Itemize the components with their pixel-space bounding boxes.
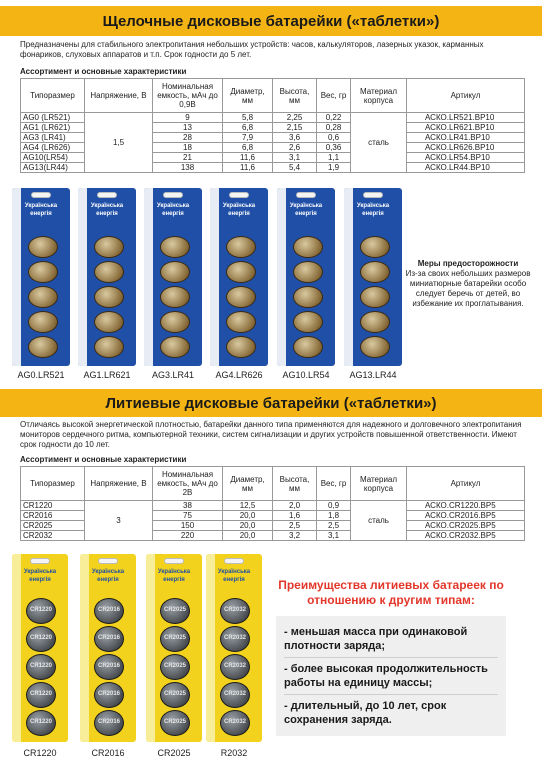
cell-size: AG13(LR44) [21,163,85,173]
cell-article: АСКО.LR41.BP10 [407,133,525,143]
lithium-subheading: Ассортимент и основные характеристики [20,455,187,464]
lithium-advantages [276,578,506,736]
brand-logo: Українська енергія [222,203,256,217]
coin-label: CR1220 [29,607,52,613]
cell-height: 2,25 [273,113,317,123]
cell-capacity: 9 [153,113,223,123]
cell-weight: 1,9 [317,163,351,173]
battery-card [80,554,136,742]
coin-label: CR2025 [163,719,186,725]
battery-card [277,188,335,366]
card-label: AG10.LR54 [282,370,330,380]
battery-coin [293,286,323,308]
battery-coin [28,311,58,333]
cell-weight: 0,9 [317,501,351,511]
lithium-description: Отличаясь высокой энергетической плотностью, батарейки данного типа применяются для надежного и долговечного электропитания мониторов сердечного ритма, компьютерной техники, систем сигнализации и других устройств повышенной ответственности. Имеют срок годности до 10 лет. [20,420,522,449]
cell-capacity: 150 [153,521,223,531]
battery-coin [160,710,190,736]
coin-label: CR2016 [97,691,120,697]
cell-article: АСКО.CR1220.BP5 [407,501,525,511]
coin-label: CR1220 [29,691,52,697]
card-label: AG3.LR41 [151,370,195,380]
table-header: Вес, гр [317,79,351,113]
battery-coin [226,336,256,358]
cell-weight: 0,28 [317,123,351,133]
hang-hole [30,558,50,564]
brand-logo: Українська енергія [289,203,323,217]
battery-coin [360,286,390,308]
precaution-note [398,259,538,309]
battery-coin [220,710,250,736]
battery-coin [28,236,58,258]
table-header: Напряжение, В [85,79,153,113]
battery-coin [160,311,190,333]
coin-label: CR2025 [163,691,186,697]
cell-weight: 0,36 [317,143,351,153]
battery-coin [26,710,56,736]
battery-coin [94,336,124,358]
table-header: Диаметр, мм [223,79,273,113]
coin-label: CR2032 [223,691,246,697]
cell-diameter: 6,8 [223,123,273,133]
cell-size: AG4 (LR626) [21,143,85,153]
table-header: Высота, мм [273,467,317,501]
cell-capacity: 138 [153,163,223,173]
battery-coin [94,311,124,333]
cell-capacity: 38 [153,501,223,511]
battery-coin [220,682,250,708]
cell-diameter: 20,0 [223,531,273,541]
coin-label: CR2016 [97,607,120,613]
cell-article: АСКО.CR2025.BP5 [407,521,525,531]
coin-label: CR2016 [97,719,120,725]
card-label: AG1.LR621 [83,370,131,380]
cell-height: 2,0 [273,501,317,511]
cell-diameter: 6,8 [223,143,273,153]
coin-label: CR2016 [97,635,120,641]
battery-coin [26,654,56,680]
alkaline-spec-table [20,78,525,173]
battery-coin [94,682,124,708]
hang-hole [163,192,183,198]
cell-capacity: 220 [153,531,223,541]
table-header: Номинальная емкость, мАч до 0,9В [153,79,223,113]
battery-coin [293,261,323,283]
battery-coin [160,654,190,680]
advantages-list [276,616,506,736]
cell-size: AG0 (LR521) [21,113,85,123]
table-header: Номинальная емкость, мАч до 2В [153,467,223,501]
cell-weight: 0,22 [317,113,351,123]
brand-logo: Українська енергія [91,569,125,583]
hang-hole [229,192,249,198]
table-row [21,113,525,123]
brand-logo: Українська енергія [157,569,191,583]
coin-label: CR2032 [223,607,246,613]
hang-hole [31,192,51,198]
brand-logo: Українська енергія [24,203,58,217]
cell-weight: 1,8 [317,511,351,521]
battery-card [206,554,262,742]
cell-diameter: 12,5 [223,501,273,511]
battery-coin [293,236,323,258]
cell-weight: 2,5 [317,521,351,531]
coin-label: CR2032 [223,719,246,725]
cell-size: CR2025 [21,521,85,531]
battery-coin [220,626,250,652]
battery-coin [26,682,56,708]
cell-capacity: 28 [153,133,223,143]
battery-coin [226,311,256,333]
battery-coin [220,654,250,680]
table-header: Артикул [407,467,525,501]
battery-coin [160,261,190,283]
cell-height: 2,5 [273,521,317,531]
battery-coin [220,598,250,624]
coin-label: CR1220 [29,635,52,641]
cell-size: AG10(LR54) [21,153,85,163]
battery-coin [94,286,124,308]
battery-coin [94,654,124,680]
hang-hole [98,558,118,564]
cell-size: CR1220 [21,501,85,511]
cell-weight: 1,1 [317,153,351,163]
cell-weight: 3,1 [317,531,351,541]
advantages-title: Преимущества литиевых батареек по отношению к другим типам: [278,578,504,607]
brand-logo: Українська енергія [156,203,190,217]
cell-size: CR2016 [21,511,85,521]
cell-height: 3,6 [273,133,317,143]
cell-diameter: 11,6 [223,163,273,173]
cell-voltage: 1,5 [85,113,153,173]
battery-coin [28,261,58,283]
battery-coin [226,261,256,283]
brand-logo: Українська енергія [90,203,124,217]
coin-label: CR2032 [223,663,246,669]
table-row [21,501,525,511]
coin-label: CR2025 [163,607,186,613]
table-header: Материал корпуса [351,79,407,113]
cell-material: сталь [351,501,407,541]
battery-coin [94,598,124,624]
battery-coin [26,626,56,652]
card-label: CR1220 [23,748,57,758]
cell-article: АСКО.CR2016.BP5 [407,511,525,521]
brand-logo: Українська енергія [217,569,251,583]
brand-logo: Українська енергія [356,203,390,217]
cell-diameter: 7,9 [223,133,273,143]
battery-coin [160,598,190,624]
coin-label: CR2016 [97,663,120,669]
cell-height: 2,6 [273,143,317,153]
coin-label: CR1220 [29,719,52,725]
battery-coin [94,261,124,283]
battery-coin [28,336,58,358]
table-header: Напряжение, В [85,467,153,501]
cell-capacity: 75 [153,511,223,521]
table-header: Типоразмер [21,79,85,113]
cell-article: АСКО.LR54.BP10 [407,153,525,163]
cell-article: АСКО.LR44.BP10 [407,163,525,173]
cell-article: АСКО.LR521.BP10 [407,113,525,123]
cell-size: CR2032 [21,531,85,541]
alkaline-description: Предназначены для стабильного электропитания небольших устройств: часов, калькуляторов, лазерных указок, карманных фонариков, слуховых аппаратов и т.п. Срок годности до 5 лет. [20,40,484,59]
section-banner-alkaline [0,6,542,36]
table-header: Артикул [407,79,525,113]
advantage-item: - более высокая продолжительность работы на единицу массы; [284,657,498,694]
battery-coin [94,710,124,736]
cell-size: AG3 (LR41) [21,133,85,143]
coin-label: CR1220 [29,663,52,669]
hang-hole [363,192,383,198]
battery-card [344,188,402,366]
section-banner-lithium [0,389,542,417]
battery-coin [160,236,190,258]
card-label: AG0.LR521 [17,370,65,380]
alkaline-subheading: Ассортимент и основные характеристики [20,67,187,76]
battery-coin [94,236,124,258]
table-header: Высота, мм [273,79,317,113]
cell-height: 2,15 [273,123,317,133]
table-header: Типоразмер [21,467,85,501]
battery-coin [360,261,390,283]
cell-height: 3,1 [273,153,317,163]
battery-card [12,554,68,742]
cell-size: AG1 (LR621) [21,123,85,133]
advantage-item: - меньшая масса при одинаковой плотности заряда; [284,626,468,652]
coin-label: CR2025 [163,663,186,669]
card-label: AG4.LR626 [215,370,263,380]
hang-hole [97,192,117,198]
hang-hole [224,558,244,564]
battery-card [146,554,202,742]
cell-height: 3,2 [273,531,317,541]
card-label: CR2016 [91,748,125,758]
cell-article: АСКО.LR626.BP10 [407,143,525,153]
battery-card [78,188,136,366]
cell-article: АСКО.LR621.BP10 [407,123,525,133]
battery-coin [226,286,256,308]
cell-voltage: 3 [85,501,153,541]
battery-coin [360,311,390,333]
battery-coin [360,336,390,358]
card-label: R2032 [220,748,248,758]
cell-height: 5,4 [273,163,317,173]
battery-coin [293,311,323,333]
advantage-item: - длительный, до 10 лет, срок сохранения заряда. [284,694,498,731]
coin-label: CR2032 [223,635,246,641]
cell-article: АСКО.CR2032.BP5 [407,531,525,541]
battery-coin [28,286,58,308]
section-title-alkaline: Щелочные дисковые батарейки («таблетки») [102,12,440,30]
precaution-text: Из-за своих небольших размеров миниатюрные батарейки особо следует беречь от детей, во избежание их проглатывания. [405,269,531,308]
cell-diameter: 5,8 [223,113,273,123]
battery-coin [160,626,190,652]
battery-card [144,188,202,366]
hang-hole [164,558,184,564]
battery-coin [94,626,124,652]
battery-coin [160,336,190,358]
cell-capacity: 13 [153,123,223,133]
cell-diameter: 20,0 [223,521,273,531]
card-label: CR2025 [157,748,191,758]
section-title-lithium: Литиевые дисковые батарейки («таблетки») [105,394,437,412]
brand-logo: Українська енергія [23,569,57,583]
battery-coin [26,598,56,624]
table-header: Материал корпуса [351,467,407,501]
precaution-title: Меры предосторожности [417,259,519,268]
cell-height: 1,6 [273,511,317,521]
cell-weight: 0,6 [317,133,351,143]
cell-diameter: 11,6 [223,153,273,163]
card-label: AG13.LR44 [349,370,397,380]
battery-card [210,188,268,366]
cell-material: сталь [351,113,407,173]
hang-hole [296,192,316,198]
battery-coin [226,236,256,258]
table-header: Вес, гр [317,467,351,501]
battery-coin [293,336,323,358]
cell-capacity: 18 [153,143,223,153]
battery-coin [360,236,390,258]
cell-diameter: 20,0 [223,511,273,521]
table-header: Диаметр, мм [223,467,273,501]
battery-coin [160,682,190,708]
cell-capacity: 21 [153,153,223,163]
battery-card [12,188,70,366]
coin-label: CR2025 [163,635,186,641]
battery-coin [160,286,190,308]
lithium-spec-table [20,466,525,541]
